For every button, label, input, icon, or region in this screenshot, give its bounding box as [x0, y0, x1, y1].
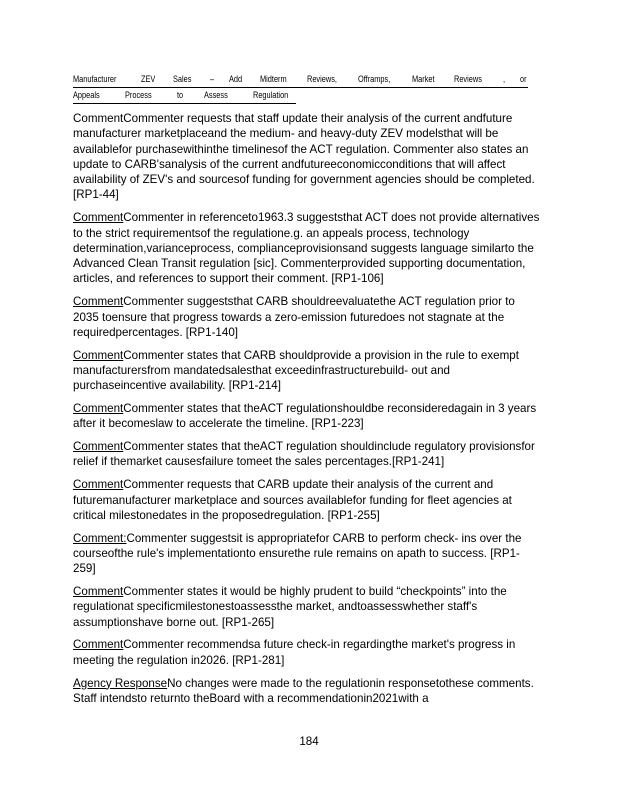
- heading-word: Add: [229, 74, 243, 84]
- paragraph-text: Commenter suggestsit is appropriatefor CARB to perform check- ins over the courseofthe rule's implementationto ensurethe rule remains on apath to success. [RP1-259]: [73, 531, 522, 576]
- section-heading: [73, 72, 528, 104]
- comment-paragraph: [73, 584, 541, 630]
- heading-word: ZEV: [140, 74, 155, 84]
- heading-word: Regulation: [252, 90, 289, 100]
- paragraph-label: Comment: [73, 211, 124, 225]
- comment-paragraph: [73, 531, 541, 577]
- paragraph-label: Comment:: [73, 531, 127, 545]
- paragraph-text: Commenter states that theACT regulationshouldbe reconsideredagain in 3 years after it becomeslaw to accelerate the timeline. [RP1-223]: [73, 402, 537, 431]
- paragraph-text: Commenter requests that CARB update their analysis of the current and futuremanufacturer marketplace and sources availablefor funding for fleet agencies at critical milestonedates in the proposedregulation. [RP1-255]: [73, 478, 512, 522]
- heading-word: Reviews: [454, 74, 483, 84]
- paragraph-text: Commenter states that theACT regulation shouldinclude regulatory provisionsfor relief if themarket causesfailure tomeet the sales percentages.[RP1-241]: [73, 440, 535, 469]
- paragraph-text: Commenter suggeststhat CARB shouldreevaluatethe ACT regulation prior to 2035 toensure that progress towards a zero-emission futuredoes not stagnate at the requiredpercentages. [RP1-140]: [73, 295, 515, 339]
- heading-word: to: [177, 90, 184, 100]
- page-number: 184: [299, 735, 319, 748]
- paragraph-label: Comment: [73, 440, 124, 454]
- paragraph-label: Comment: [73, 478, 124, 492]
- heading-word: Process: [125, 90, 152, 100]
- comment-paragraph: [73, 439, 541, 470]
- paragraph-label: Comment: [73, 112, 124, 125]
- comment-paragraph: [73, 401, 541, 432]
- comment-paragraph: [73, 294, 541, 340]
- document-body: [73, 111, 541, 714]
- paragraph-label: Comment: [73, 402, 124, 416]
- heading-word: Midterm: [259, 74, 287, 84]
- comment-paragraph: [73, 348, 541, 394]
- paragraph-label: Comment: [73, 638, 124, 652]
- comment-paragraph: [73, 637, 541, 668]
- heading-line-2: [73, 88, 296, 104]
- heading-word: or: [519, 74, 527, 84]
- paragraph-text: No changes were made to the regulationin responsetothese comments. Staff intendsto returnto theBoard with a recommendationin2021with a: [73, 676, 534, 705]
- paragraph-text: Commenter states it would be highly prudent to build “checkpoints” into the regulationat specificmilestonestoassessthe market, andtoassesswhether staff's assumptionshave borne out. [RP1-265]: [73, 585, 507, 629]
- paragraph-label: Comment: [73, 585, 124, 599]
- paragraph-label: Comment: [73, 348, 124, 362]
- heading-word: ,: [502, 74, 505, 84]
- heading-word: Reviews,: [307, 74, 338, 84]
- heading-word: –: [209, 74, 214, 84]
- paragraph-text: Commenter in referenceto1963.3 suggeststhat ACT does not provide alternatives to the strict requirementsof the regulatione.g. an appeals process, technology determination,varianceprocess, complianceprovisionsand suggests language similarto the Advanced Clean Transit regulation [sic]. Commenterprovided supporting documentation, articles, and references to support their comment. [RP1-106]: [73, 211, 540, 286]
- comment-paragraph: [73, 210, 541, 286]
- heading-word: Sales: [172, 74, 192, 84]
- heading-word: Appeals: [73, 90, 100, 100]
- paragraph-label: Agency Response: [73, 676, 168, 690]
- agency-response-paragraph: [73, 676, 541, 707]
- heading-word: Market: [412, 74, 435, 84]
- heading-line-1: [73, 72, 528, 88]
- paragraph-text: Commenter requests that staff update their analysis of the current andfuture manufacturer marketplaceand the medium- and heavy-duty ZEV modelsthat will be availablefor purchasewithinthe timelinesof the ACT regulation. Commenter also states an update to CARB'sanalysis of the current andfutureeconomicconditions that will affect availability of ZEV's and sourcesof funding for government agencies should be completed. [RP1-44]: [73, 112, 535, 202]
- paragraph-text: Commenter states that CARB shouldprovide a provision in the rule to exempt manufacturersfrom mandatedsalesthat exceedinfrastructurebuild- out and purchaseincentive availability. [RP1-214]: [73, 348, 519, 393]
- heading-word: Manufacturer: [73, 74, 117, 84]
- paragraph-label: Comment: [73, 295, 124, 309]
- paragraph-text: Commenter recommendsa future check-in regardingthe market's progress in meeting the regulation in2026. [RP1-281]: [73, 638, 516, 667]
- heading-word: Offramps,: [358, 74, 391, 84]
- comment-paragraph: [73, 111, 541, 203]
- heading-word: Assess: [204, 90, 229, 100]
- comment-paragraph: [73, 477, 541, 523]
